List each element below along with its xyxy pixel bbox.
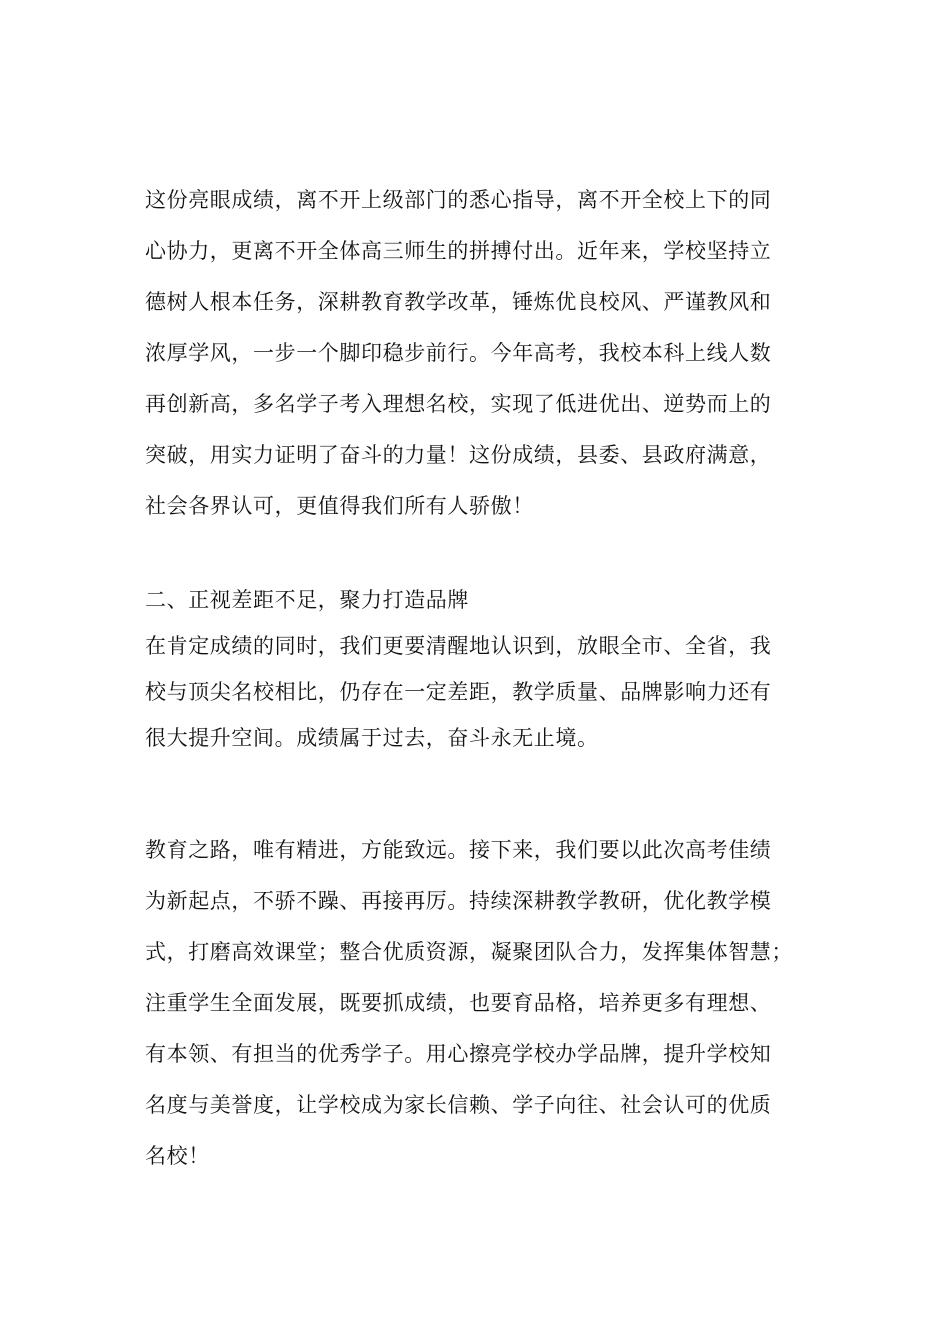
text-line: 为新起点，不骄不躁、再接再厉。持续深耕教学教研，优化教学模 (145, 889, 772, 913)
text-line: 式，打磨高效课堂；整合优质资源，凝聚团队合力，发挥集体智慧； (145, 940, 793, 964)
text-line: 社会各界认可，更值得我们所有人骄傲！ (145, 494, 534, 518)
text-line: 浓厚学风，一步一个脚印稳步前行。今年高考，我校本科上线人数 (145, 341, 772, 365)
text-line: 在肯定成绩的同时，我们更要清醒地认识到，放眼全市、全省，我 (145, 634, 772, 658)
paragraph-future-plans (145, 825, 825, 1182)
text-line: 德树人根本任务，深耕教育教学改革，锤炼优良校风、严谨教风和 (145, 290, 772, 314)
text-line: 教育之路，唯有精进，方能致远。接下来，我们要以此次高考佳绩 (145, 838, 772, 862)
section-heading: 二、正视差距不足，聚力打造品牌 (145, 588, 469, 612)
section-gaps (145, 577, 825, 761)
text-line: 再创新高，多名学子考入理想名校，实现了低进优出、逆势而上的 (145, 392, 772, 416)
text-line: 心协力，更离不开全体高三师生的拼搏付出。近年来，学校坚持立 (145, 239, 772, 263)
text-line: 名校！ (145, 1144, 210, 1168)
text-line: 校与顶尖名校相比，仍存在一定差距，教学质量、品牌影响力还有 (145, 680, 772, 704)
text-line: 这份亮眼成绩，离不开上级部门的悉心指导，离不开全校上下的同 (145, 188, 772, 212)
text-line: 有本领、有担当的优秀学子。用心擦亮学校办学品牌，提升学校知 (145, 1042, 772, 1066)
text-line: 很大提升空间。成绩属于过去，奋斗永无止境。 (145, 726, 599, 750)
text-line: 突破，用实力证明了奋斗的力量！这份成绩，县委、县政府满意， (145, 443, 772, 467)
text-line: 注重学生全面发展，既要抓成绩，也要育品格，培养更多有理想、 (145, 991, 772, 1015)
paragraph-achievements (145, 175, 825, 532)
text-line: 名度与美誉度，让学校成为家长信赖、学子向往、社会认可的优质 (145, 1093, 772, 1117)
